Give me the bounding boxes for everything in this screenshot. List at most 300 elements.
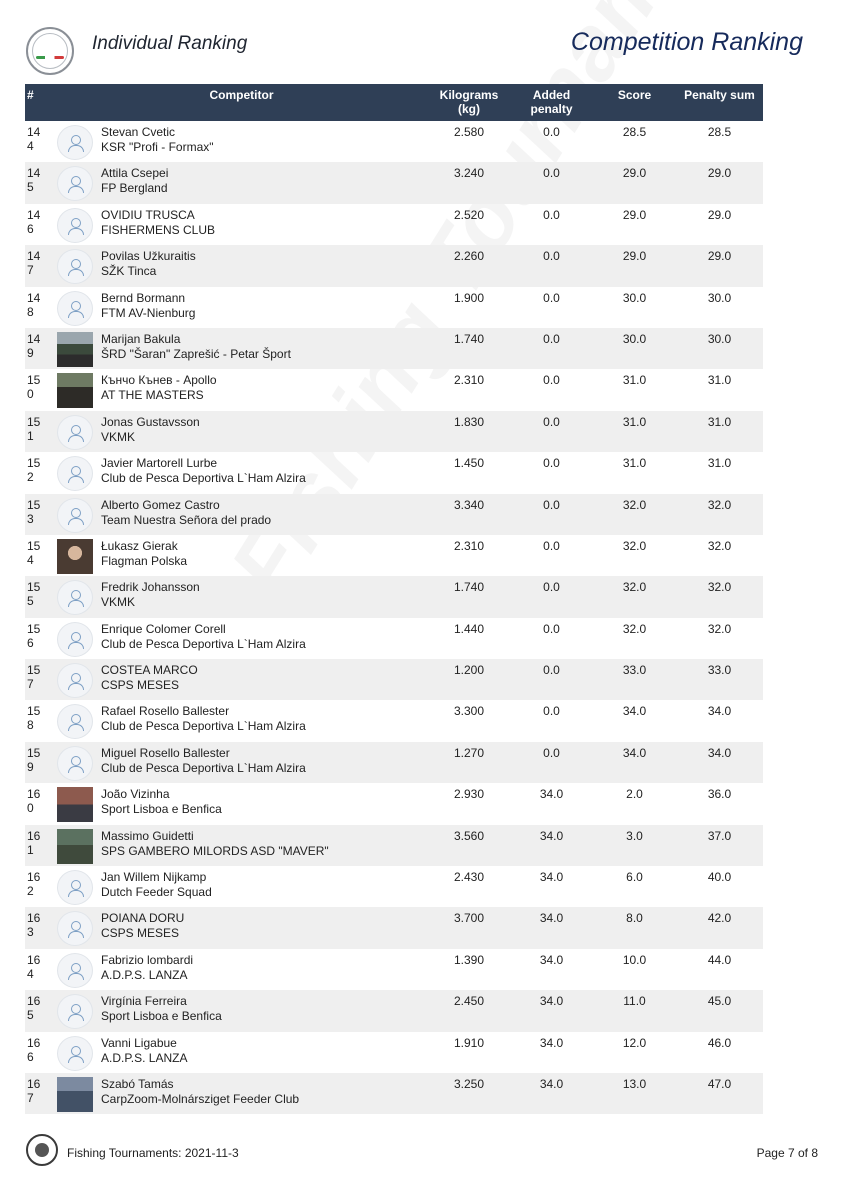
added-penalty-cell: 34.0 bbox=[539, 870, 564, 885]
kilograms-cell: 1.450 bbox=[453, 456, 485, 471]
competitor-name: Rafael Rosello Ballester bbox=[101, 704, 230, 719]
avatar-cell bbox=[55, 949, 99, 990]
user-placeholder-icon bbox=[57, 208, 93, 243]
competitor-club: Club de Pesca Deportiva L`Ham Alzira bbox=[101, 719, 306, 734]
score-cell: 29.0 bbox=[622, 207, 647, 222]
kilograms-cell: 3.700 bbox=[453, 911, 485, 926]
user-placeholder-icon bbox=[57, 911, 93, 946]
table-row bbox=[25, 204, 763, 245]
penalty-sum-cell: 28.5 bbox=[707, 125, 732, 139]
penalty-sum-cell: 46.0 bbox=[707, 1035, 732, 1050]
added-penalty-cell: 0.0 bbox=[543, 373, 560, 388]
rank-cell bbox=[25, 204, 55, 245]
rank-cell bbox=[25, 618, 55, 659]
table-row bbox=[25, 121, 763, 162]
kilograms-cell: 1.270 bbox=[453, 745, 485, 760]
kilograms-cell: 2.260 bbox=[453, 249, 485, 264]
competitor-name: João Vizinha bbox=[101, 787, 170, 802]
penalty-sum-cell: 30.0 bbox=[707, 290, 732, 305]
penalty-sum-cell: 44.0 bbox=[707, 952, 732, 967]
table-row bbox=[25, 328, 763, 369]
avatar-cell bbox=[55, 535, 99, 576]
competitor-club: Team Nuestra Señora del prado bbox=[101, 512, 272, 527]
rank-cell bbox=[25, 369, 55, 410]
competitor-club: VKMK bbox=[101, 429, 136, 444]
rank-cell bbox=[25, 866, 55, 907]
competitor-photo bbox=[57, 373, 93, 408]
competitor-club: A.D.P.S. LANZA bbox=[101, 1050, 188, 1065]
score-cell: 31.0 bbox=[622, 373, 647, 388]
penalty-sum-cell: 40.0 bbox=[707, 870, 732, 885]
score-cell: 28.5 bbox=[622, 125, 647, 139]
competitor-club: FP Bergland bbox=[101, 181, 168, 196]
added-penalty-cell: 34.0 bbox=[539, 952, 564, 967]
kilograms-cell: 1.830 bbox=[453, 414, 485, 429]
score-cell: 31.0 bbox=[622, 414, 647, 429]
competitor-cell bbox=[99, 452, 428, 493]
added-penalty-cell: 0.0 bbox=[543, 249, 560, 264]
table-row bbox=[25, 659, 763, 700]
rank-number: 151 bbox=[27, 414, 41, 443]
kilograms-cell: 1.740 bbox=[453, 580, 485, 595]
rank-number: 157 bbox=[27, 663, 41, 692]
added-penalty-cell: 34.0 bbox=[539, 787, 564, 802]
penalty-sum-cell: 29.0 bbox=[707, 207, 732, 222]
kilograms-cell: 2.310 bbox=[453, 538, 485, 553]
avatar-cell bbox=[55, 618, 99, 659]
competitor-cell bbox=[99, 121, 428, 162]
avatar-cell bbox=[55, 1073, 99, 1114]
rank-number: 167 bbox=[27, 1076, 41, 1105]
avatar-cell bbox=[55, 866, 99, 907]
rank-cell bbox=[25, 742, 55, 783]
avatar-cell bbox=[55, 990, 99, 1031]
table-row bbox=[25, 618, 763, 659]
added-penalty-cell: 34.0 bbox=[539, 1035, 564, 1050]
competitor-club: KSR "Profi - Formax" bbox=[101, 140, 214, 154]
avatar-cell bbox=[55, 287, 99, 328]
penalty-sum-cell: 34.0 bbox=[707, 745, 732, 760]
rank-cell bbox=[25, 825, 55, 866]
table-row bbox=[25, 535, 763, 576]
table-row bbox=[25, 742, 763, 783]
table-row bbox=[25, 990, 763, 1031]
ranking-table bbox=[25, 84, 763, 1114]
score-cell: 32.0 bbox=[622, 538, 647, 553]
competitor-photo bbox=[57, 1077, 93, 1112]
competitor-cell bbox=[99, 576, 428, 617]
competitor-cell bbox=[99, 659, 428, 700]
score-cell: 31.0 bbox=[622, 456, 647, 471]
competitor-club: ŠRD "Šaran" Zaprešić - Petar Šport bbox=[101, 346, 291, 361]
rank-number: 150 bbox=[27, 373, 41, 402]
competitor-name: Fredrik Johansson bbox=[101, 580, 200, 595]
competitor-name: Stevan Cvetic bbox=[101, 125, 176, 139]
ranking-body bbox=[25, 121, 763, 1114]
kilograms-cell: 2.450 bbox=[453, 994, 485, 1009]
added-penalty-cell: 0.0 bbox=[543, 166, 560, 181]
col-header-rank: # bbox=[27, 88, 34, 102]
kilograms-cell: 3.300 bbox=[453, 704, 485, 719]
competitor-name: Miguel Rosello Ballester bbox=[101, 745, 230, 760]
competitor-cell bbox=[99, 700, 428, 741]
rank-number: 166 bbox=[27, 1035, 41, 1064]
col-header-score: Score bbox=[617, 88, 652, 102]
competitor-cell bbox=[99, 783, 428, 824]
penalty-sum-cell: 47.0 bbox=[707, 1076, 732, 1091]
competitor-club: Club de Pesca Deportiva L`Ham Alzira bbox=[101, 471, 306, 486]
user-placeholder-icon bbox=[57, 870, 93, 905]
avatar-cell bbox=[55, 659, 99, 700]
competitor-cell bbox=[99, 825, 428, 866]
competitor-cell bbox=[99, 369, 428, 410]
rank-cell bbox=[25, 700, 55, 741]
penalty-sum-cell: 33.0 bbox=[707, 663, 732, 678]
avatar-cell bbox=[55, 328, 99, 369]
score-cell: 13.0 bbox=[622, 1076, 647, 1091]
competitor-club: Dutch Feeder Squad bbox=[101, 885, 212, 900]
score-cell: 3.0 bbox=[626, 828, 643, 843]
col-header-competitor: Competitor bbox=[209, 88, 274, 102]
rank-cell bbox=[25, 494, 55, 535]
competitor-name: Povilas Užkuraitis bbox=[101, 249, 196, 264]
added-penalty-cell: 0.0 bbox=[543, 207, 560, 222]
kilograms-cell: 1.440 bbox=[453, 621, 485, 636]
added-penalty-cell: 0.0 bbox=[543, 414, 560, 429]
user-placeholder-icon bbox=[57, 456, 93, 491]
score-cell: 29.0 bbox=[622, 166, 647, 181]
penalty-sum-cell: 32.0 bbox=[707, 538, 732, 553]
kilograms-cell: 1.900 bbox=[453, 290, 485, 305]
table-row bbox=[25, 369, 763, 410]
rank-cell bbox=[25, 1073, 55, 1114]
competitor-name: Szabó Tamás bbox=[101, 1076, 174, 1091]
avatar-cell bbox=[55, 700, 99, 741]
competitor-name: OVIDIU TRUSCA bbox=[101, 207, 195, 222]
user-placeholder-icon bbox=[57, 415, 93, 450]
added-penalty-cell: 0.0 bbox=[543, 580, 560, 595]
score-cell: 34.0 bbox=[622, 704, 647, 719]
user-placeholder-icon bbox=[57, 663, 93, 698]
competitor-club: Club de Pesca Deportiva L`Ham Alzira bbox=[101, 636, 306, 651]
avatar-cell bbox=[55, 452, 99, 493]
competitor-cell bbox=[99, 742, 428, 783]
col-header-kilograms: Kilograms (kg) bbox=[439, 88, 499, 116]
competitor-cell bbox=[99, 1032, 428, 1073]
rank-number: 158 bbox=[27, 704, 41, 733]
table-row bbox=[25, 411, 763, 452]
rank-number: 152 bbox=[27, 456, 41, 485]
kilograms-cell: 3.560 bbox=[453, 828, 485, 843]
penalty-sum-cell: 34.0 bbox=[707, 704, 732, 719]
competitor-club: CarpZoom-Molnársziget Feeder Club bbox=[101, 1091, 300, 1106]
avatar-cell bbox=[55, 162, 99, 203]
table-row bbox=[25, 866, 763, 907]
user-placeholder-icon bbox=[57, 249, 93, 284]
avatar-cell bbox=[55, 783, 99, 824]
added-penalty-cell: 34.0 bbox=[539, 828, 564, 843]
table-row bbox=[25, 825, 763, 866]
competitor-club: Club de Pesca Deportiva L`Ham Alzira bbox=[101, 760, 306, 775]
rank-cell bbox=[25, 245, 55, 286]
added-penalty-cell: 34.0 bbox=[539, 994, 564, 1009]
added-penalty-cell: 0.0 bbox=[543, 663, 560, 678]
table-row bbox=[25, 245, 763, 286]
kilograms-cell: 2.310 bbox=[453, 373, 485, 388]
competitor-cell bbox=[99, 287, 428, 328]
federation-logo-icon bbox=[26, 27, 74, 75]
penalty-sum-cell: 36.0 bbox=[707, 787, 732, 802]
rank-cell bbox=[25, 783, 55, 824]
user-placeholder-icon bbox=[57, 291, 93, 326]
table-row bbox=[25, 494, 763, 535]
score-cell: 29.0 bbox=[622, 249, 647, 264]
competitor-photo bbox=[57, 787, 93, 822]
rank-number: 147 bbox=[27, 249, 41, 278]
user-placeholder-icon bbox=[57, 166, 93, 201]
rank-number: 149 bbox=[27, 331, 41, 360]
competitor-name: Virgínia Ferreira bbox=[101, 994, 187, 1009]
competitor-cell bbox=[99, 866, 428, 907]
added-penalty-cell: 0.0 bbox=[543, 290, 560, 305]
competitor-club: AT THE MASTERS bbox=[101, 388, 204, 403]
competitor-club: FTM AV-Nienburg bbox=[101, 305, 196, 320]
rank-number: 144 bbox=[27, 125, 41, 153]
added-penalty-cell: 34.0 bbox=[539, 911, 564, 926]
rank-cell bbox=[25, 949, 55, 990]
competition-ranking-title: Competition Ranking bbox=[570, 28, 803, 56]
rank-cell bbox=[25, 162, 55, 203]
competitor-name: Łukasz Gierak bbox=[101, 538, 178, 553]
rank-number: 145 bbox=[27, 166, 41, 195]
competitor-cell bbox=[99, 411, 428, 452]
score-cell: 32.0 bbox=[622, 497, 647, 512]
avatar-cell bbox=[55, 121, 99, 162]
footer-page-number: Page 7 of 8 bbox=[756, 1146, 818, 1160]
table-row bbox=[25, 700, 763, 741]
table-row bbox=[25, 907, 763, 948]
avatar-cell bbox=[55, 411, 99, 452]
user-placeholder-icon bbox=[57, 622, 93, 657]
rank-number: 160 bbox=[27, 787, 41, 816]
penalty-sum-cell: 31.0 bbox=[707, 414, 732, 429]
rank-cell bbox=[25, 659, 55, 700]
added-penalty-cell: 0.0 bbox=[543, 704, 560, 719]
kilograms-cell: 2.520 bbox=[453, 207, 485, 222]
kilograms-cell: 1.910 bbox=[453, 1035, 485, 1050]
rank-number: 154 bbox=[27, 538, 41, 567]
competitor-club: A.D.P.S. LANZA bbox=[101, 967, 188, 982]
competitor-name: COSTEA MARCO bbox=[101, 663, 198, 678]
competitor-cell bbox=[99, 494, 428, 535]
rank-cell bbox=[25, 1032, 55, 1073]
added-penalty-cell: 0.0 bbox=[543, 331, 560, 346]
competitor-cell bbox=[99, 1073, 428, 1114]
competitor-cell bbox=[99, 328, 428, 369]
score-cell: 32.0 bbox=[622, 621, 647, 636]
rank-cell bbox=[25, 535, 55, 576]
rank-cell bbox=[25, 411, 55, 452]
table-row bbox=[25, 949, 763, 990]
competitor-name: POIANA DORU bbox=[101, 911, 185, 926]
rank-number: 159 bbox=[27, 745, 41, 774]
avatar-cell bbox=[55, 369, 99, 410]
page-header bbox=[0, 0, 843, 84]
table-row bbox=[25, 783, 763, 824]
rank-number: 163 bbox=[27, 911, 41, 940]
score-cell: 12.0 bbox=[622, 1035, 647, 1050]
avatar-cell bbox=[55, 1032, 99, 1073]
rank-number: 162 bbox=[27, 870, 41, 899]
added-penalty-cell: 0.0 bbox=[543, 745, 560, 760]
competitor-cell bbox=[99, 907, 428, 948]
penalty-sum-cell: 32.0 bbox=[707, 621, 732, 636]
competitor-name: Vanni Ligabue bbox=[101, 1035, 177, 1050]
score-cell: 6.0 bbox=[626, 870, 643, 885]
added-penalty-cell: 0.0 bbox=[543, 125, 560, 139]
table-header-row bbox=[25, 84, 763, 121]
competitor-name: Attila Csepei bbox=[101, 166, 169, 181]
avatar-cell bbox=[55, 907, 99, 948]
competitor-photo bbox=[57, 539, 93, 574]
score-cell: 30.0 bbox=[622, 331, 647, 346]
added-penalty-cell: 0.0 bbox=[543, 456, 560, 471]
user-placeholder-icon bbox=[57, 953, 93, 988]
rank-number: 165 bbox=[27, 994, 41, 1023]
competitor-name: Enrique Colomer Corell bbox=[101, 621, 226, 636]
competitor-name: Marijan Bakula bbox=[101, 331, 181, 346]
competitor-cell bbox=[99, 204, 428, 245]
score-cell: 33.0 bbox=[622, 663, 647, 678]
avatar-cell bbox=[55, 742, 99, 783]
fishing-tournaments-logo-icon bbox=[26, 1134, 58, 1166]
rank-number: 161 bbox=[27, 828, 41, 857]
added-penalty-cell: 34.0 bbox=[539, 1076, 564, 1091]
rank-number: 164 bbox=[27, 952, 41, 981]
competitor-club: CSPS MESES bbox=[101, 678, 180, 693]
penalty-sum-cell: 30.0 bbox=[707, 331, 732, 346]
kilograms-cell: 3.240 bbox=[453, 166, 485, 181]
score-cell: 11.0 bbox=[623, 994, 646, 1009]
kilograms-cell: 3.340 bbox=[453, 497, 485, 512]
score-cell: 32.0 bbox=[622, 580, 647, 595]
rank-number: 156 bbox=[27, 621, 41, 650]
rank-cell bbox=[25, 121, 55, 162]
penalty-sum-cell: 31.0 bbox=[707, 456, 732, 471]
penalty-sum-cell: 29.0 bbox=[707, 166, 732, 181]
competitor-cell bbox=[99, 990, 428, 1031]
penalty-sum-cell: 31.0 bbox=[707, 373, 732, 388]
competitor-club: VKMK bbox=[101, 595, 136, 610]
rank-number: 153 bbox=[27, 497, 41, 526]
penalty-sum-cell: 32.0 bbox=[707, 497, 732, 512]
col-header-added-penalty: Added penalty bbox=[530, 88, 573, 116]
kilograms-cell: 1.200 bbox=[453, 663, 485, 678]
added-penalty-cell: 0.0 bbox=[543, 538, 560, 553]
avatar-cell bbox=[55, 204, 99, 245]
avatar-cell bbox=[55, 825, 99, 866]
score-cell: 10.0 bbox=[622, 952, 647, 967]
competitor-name: Javier Martorell Lurbe bbox=[101, 456, 218, 471]
user-placeholder-icon bbox=[57, 498, 93, 533]
competitor-cell bbox=[99, 245, 428, 286]
user-placeholder-icon bbox=[57, 580, 93, 615]
user-placeholder-icon bbox=[57, 1036, 93, 1071]
competitor-name: Fabrizio lombardi bbox=[101, 952, 194, 967]
rank-cell bbox=[25, 576, 55, 617]
kilograms-cell: 1.390 bbox=[453, 952, 485, 967]
user-placeholder-icon bbox=[57, 125, 93, 160]
avatar-cell bbox=[55, 494, 99, 535]
added-penalty-cell: 0.0 bbox=[543, 497, 560, 512]
table-row bbox=[25, 162, 763, 203]
score-cell: 30.0 bbox=[622, 290, 647, 305]
penalty-sum-cell: 37.0 bbox=[707, 828, 732, 843]
table-row bbox=[25, 576, 763, 617]
rank-cell bbox=[25, 328, 55, 369]
competitor-club: SŽK Tinca bbox=[101, 264, 157, 279]
col-header-penalty-sum: Penalty sum bbox=[684, 88, 755, 102]
competitor-name: Alberto Gomez Castro bbox=[101, 497, 220, 512]
competitor-photo bbox=[57, 332, 93, 367]
competitor-cell bbox=[99, 162, 428, 203]
rank-cell bbox=[25, 452, 55, 493]
competitor-club: SPS GAMBERO MILORDS ASD "MAVER" bbox=[101, 843, 329, 858]
individual-ranking-title: Individual Ranking bbox=[92, 33, 248, 54]
penalty-sum-cell: 29.0 bbox=[707, 249, 732, 264]
score-cell: 2.0 bbox=[626, 787, 643, 802]
competitor-cell bbox=[99, 535, 428, 576]
added-penalty-cell: 0.0 bbox=[543, 621, 560, 636]
table-row bbox=[25, 452, 763, 493]
competitor-club: Flagman Polska bbox=[101, 553, 188, 568]
kilograms-cell: 2.580 bbox=[453, 125, 485, 139]
table-row bbox=[25, 287, 763, 328]
score-cell: 8.0 bbox=[626, 911, 643, 926]
footer-source-date: Fishing Tournaments: 2021-11-3 bbox=[67, 1146, 239, 1160]
competitor-photo bbox=[57, 829, 93, 864]
competitor-cell bbox=[99, 618, 428, 659]
table-row bbox=[25, 1032, 763, 1073]
competitor-club: Sport Lisboa e Benfica bbox=[101, 1009, 222, 1024]
kilograms-cell: 1.740 bbox=[453, 331, 485, 346]
kilograms-cell: 2.930 bbox=[453, 787, 485, 802]
rank-cell bbox=[25, 287, 55, 328]
penalty-sum-cell: 45.0 bbox=[707, 994, 732, 1009]
avatar-cell bbox=[55, 576, 99, 617]
kilograms-cell: 3.250 bbox=[453, 1076, 485, 1091]
penalty-sum-cell: 42.0 bbox=[707, 911, 732, 926]
kilograms-cell: 2.430 bbox=[453, 870, 485, 885]
competitor-name: Jan Willem Nijkamp bbox=[101, 870, 207, 885]
rank-number: 146 bbox=[27, 207, 41, 236]
competitor-name: Massimo Guidetti bbox=[101, 828, 194, 843]
competitor-cell bbox=[99, 949, 428, 990]
competitor-name: Bernd Bormann bbox=[101, 290, 186, 305]
rank-number: 148 bbox=[27, 290, 41, 319]
score-cell: 34.0 bbox=[622, 745, 647, 760]
competitor-club: FISHERMENS CLUB bbox=[101, 222, 216, 237]
competitor-name: Jonas Gustavsson bbox=[101, 414, 200, 429]
user-placeholder-icon bbox=[57, 994, 93, 1029]
user-placeholder-icon bbox=[57, 704, 93, 739]
user-placeholder-icon bbox=[57, 746, 93, 781]
competitor-name: Кънчо Кънев - Apollo bbox=[101, 373, 217, 388]
rank-number: 155 bbox=[27, 580, 41, 609]
competitor-club: Sport Lisboa e Benfica bbox=[101, 802, 222, 817]
penalty-sum-cell: 32.0 bbox=[707, 580, 732, 595]
rank-cell bbox=[25, 907, 55, 948]
